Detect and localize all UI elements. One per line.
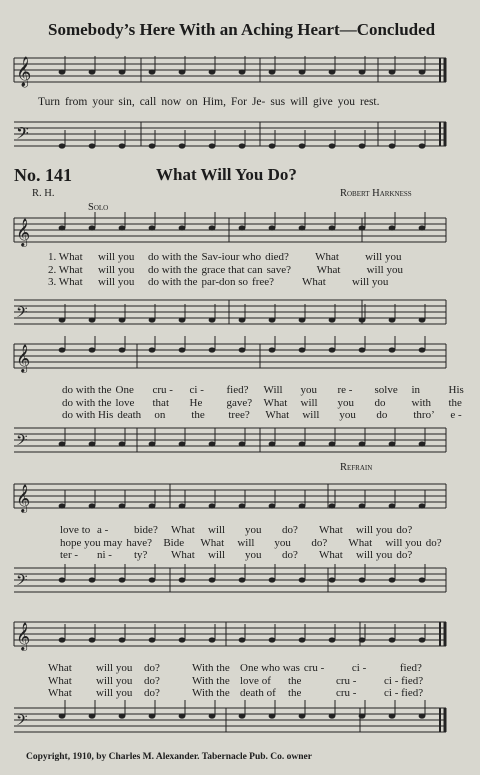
- lyric-syllable: will you: [96, 662, 133, 674]
- svg-text:𝄞: 𝄞: [16, 486, 31, 512]
- svg-text:𝄢: 𝄢: [16, 125, 29, 147]
- lyric-syllable: What: [319, 524, 343, 536]
- verse-line: [48, 687, 448, 700]
- system-3-treble: [0, 476, 480, 520]
- notehead: [209, 347, 216, 352]
- lyric-syllable: you: [245, 524, 262, 536]
- notehead: [359, 577, 366, 582]
- verse-line: [60, 524, 463, 537]
- notehead: [89, 441, 96, 446]
- notehead: [89, 503, 96, 508]
- notehead: [359, 69, 366, 74]
- notehead: [209, 143, 216, 148]
- lyric-syllable: ci - fied?: [384, 687, 424, 699]
- notehead: [239, 713, 246, 718]
- lyric-syllable: What: [171, 549, 195, 561]
- notehead: [149, 143, 156, 148]
- lyric-syllable: e -: [450, 409, 462, 421]
- notehead: [149, 225, 156, 230]
- notehead: [59, 503, 66, 508]
- notehead: [89, 577, 96, 582]
- notehead: [239, 503, 246, 508]
- notehead: [239, 69, 246, 74]
- lyric-syllable: will you: [96, 674, 133, 687]
- lyric-word: will: [290, 96, 308, 108]
- lyric-syllable: cru -: [152, 384, 173, 396]
- lyric-syllable: bide?: [134, 524, 158, 536]
- lyric-syllable: have?: [126, 536, 152, 549]
- continuation-title: Somebody’s Here With an Aching Heart—Concluded: [48, 20, 436, 39]
- notehead: [329, 143, 336, 148]
- notehead: [419, 637, 426, 642]
- notehead: [149, 347, 156, 352]
- notehead: [89, 317, 96, 322]
- notehead: [119, 637, 126, 642]
- lyric-syllable: thro’: [413, 409, 435, 421]
- notehead: [329, 503, 336, 508]
- notehead: [239, 441, 246, 446]
- notehead: [389, 347, 396, 352]
- lyric-syllable: will: [237, 536, 255, 549]
- notehead: [239, 225, 246, 230]
- notehead: [59, 713, 66, 718]
- lyric-syllable: What: [48, 662, 72, 674]
- lyric-word: Turn: [38, 96, 60, 108]
- lyric-word: on: [186, 96, 198, 108]
- notehead: [359, 441, 366, 446]
- notehead: [389, 577, 396, 582]
- lyric-word: sin,: [118, 96, 135, 108]
- notehead: [89, 69, 96, 74]
- notehead: [329, 637, 336, 642]
- lyric-syllable: you: [245, 549, 262, 561]
- system-1-treble: [0, 210, 480, 254]
- notehead: [59, 69, 66, 74]
- lyric-syllable: One who was: [240, 662, 300, 674]
- svg-text:𝄞: 𝄞: [16, 624, 31, 650]
- notehead: [329, 225, 336, 230]
- lyric-syllable: will you: [96, 687, 133, 699]
- notehead: [119, 317, 126, 322]
- lyric-syllable: His: [448, 384, 464, 396]
- notehead: [329, 317, 336, 322]
- notehead: [299, 503, 306, 508]
- notehead: [179, 347, 186, 352]
- verse-line: [48, 264, 417, 277]
- lyric-syllable: do?: [144, 662, 160, 674]
- notehead: [389, 143, 396, 148]
- lyric-syllable: With the: [192, 662, 230, 674]
- notehead: [209, 713, 216, 718]
- notehead: [329, 347, 336, 352]
- lyric-word: rest.: [360, 96, 380, 108]
- lyric-syllable: will you: [352, 276, 389, 288]
- notehead: [239, 317, 246, 322]
- notehead: [299, 69, 306, 74]
- lyric-syllable: will you: [98, 251, 135, 263]
- lyric-syllable: will: [208, 549, 226, 561]
- system-2-bass: [0, 420, 480, 464]
- notehead: [389, 225, 396, 230]
- lyric-syllable: cru -: [303, 662, 325, 674]
- notehead: [239, 577, 246, 582]
- lyric-syllable: do with the: [148, 276, 198, 288]
- notehead: [149, 713, 156, 718]
- notehead: [419, 347, 426, 352]
- verse-line: [48, 675, 448, 688]
- svg-text:𝄞: 𝄞: [16, 220, 31, 246]
- notehead: [59, 317, 66, 322]
- lyric-syllable: on: [154, 409, 166, 421]
- notehead: [359, 347, 366, 352]
- lyric-syllable: What: [316, 263, 341, 276]
- svg-text:𝄢: 𝄢: [16, 304, 28, 324]
- notehead: [269, 503, 276, 508]
- notehead: [299, 637, 306, 642]
- system-2-treble: [0, 336, 480, 380]
- notehead: [389, 69, 396, 74]
- system-4-treble: [0, 614, 480, 658]
- lyric-syllable: do with the: [148, 263, 198, 276]
- notehead: [359, 713, 366, 718]
- lyric-syllable: do with the: [148, 251, 198, 263]
- notehead: [89, 713, 96, 718]
- notehead: [209, 225, 216, 230]
- lyric-word: your: [92, 96, 114, 108]
- lyric-syllable: the: [288, 687, 302, 699]
- lyric-syllable: fied?: [399, 662, 422, 674]
- lyric-syllable: the: [288, 674, 302, 687]
- lyric-syllable: a -: [97, 524, 109, 536]
- notehead: [59, 143, 66, 148]
- notehead: [119, 69, 126, 74]
- lyric-syllable: will you: [365, 251, 402, 263]
- lyric-syllable: you: [337, 396, 354, 409]
- lyric-word: now: [161, 96, 182, 108]
- lyric-word: For: [230, 96, 247, 108]
- notehead: [419, 503, 426, 508]
- notehead: [179, 713, 186, 718]
- notehead: [269, 713, 276, 718]
- lyric-syllable: grace that can: [201, 263, 263, 276]
- lyric-syllable: What: [315, 251, 339, 263]
- verse-line: [60, 537, 463, 550]
- lyric-syllable: What: [265, 409, 290, 421]
- notehead: [149, 577, 156, 582]
- notehead: [389, 503, 396, 508]
- notehead: [419, 713, 426, 718]
- notehead: [239, 143, 246, 148]
- lyric-word: call: [139, 96, 157, 108]
- lyric-syllable: free?: [252, 276, 275, 288]
- lyric-syllable: the: [191, 409, 205, 421]
- lyric-syllable: ni -: [97, 549, 112, 561]
- notehead: [59, 441, 66, 446]
- notehead: [359, 317, 366, 322]
- notehead: [269, 317, 276, 322]
- lyric-syllable: 1. What: [48, 251, 83, 263]
- notehead: [89, 143, 96, 148]
- lyric-syllable: do?: [425, 536, 442, 549]
- notehead: [119, 503, 126, 508]
- lyric-syllable: death of: [240, 687, 276, 699]
- notehead: [119, 143, 126, 148]
- lyric-syllable: do: [374, 396, 386, 409]
- continuation-bass-staff: [0, 112, 480, 162]
- lyric-syllable: ci -: [351, 662, 367, 674]
- lyric-syllable: What: [263, 396, 288, 409]
- notehead: [179, 441, 186, 446]
- lyric-syllable: Sav-iour who: [201, 251, 262, 263]
- continuation-lyric: [38, 96, 385, 108]
- lyric-syllable: Bide: [163, 536, 185, 549]
- lyric-syllable: love to: [60, 524, 91, 536]
- lyric-syllable: gave?: [226, 396, 253, 409]
- lyric-syllable: you: [339, 409, 356, 421]
- notehead: [329, 577, 336, 582]
- notehead: [269, 577, 276, 582]
- lyric-syllable: cru -: [336, 687, 357, 699]
- notehead: [119, 347, 126, 352]
- system-2-lyrics: [62, 384, 480, 422]
- verse-line: [48, 276, 417, 289]
- refrain-label: Refrain: [340, 462, 373, 473]
- lyric-syllable: will you: [356, 549, 393, 561]
- lyric-syllable: ci -: [189, 384, 204, 396]
- notehead: [359, 225, 366, 230]
- notehead: [329, 69, 336, 74]
- lyric-syllable: One: [115, 384, 134, 396]
- lyric-syllable: will you: [366, 263, 403, 276]
- notehead: [209, 637, 216, 642]
- lyric-word: from: [64, 96, 88, 108]
- notehead: [269, 637, 276, 642]
- notehead: [209, 441, 216, 446]
- notehead: [179, 69, 186, 74]
- lyric-syllable: do: [376, 409, 388, 421]
- notehead: [119, 441, 126, 446]
- notehead: [149, 317, 156, 322]
- lyric-syllable: do?: [144, 674, 160, 687]
- lyric-syllable: tree?: [228, 409, 250, 421]
- notehead: [149, 503, 156, 508]
- notehead: [59, 637, 66, 642]
- lyric-syllable: par-don so: [201, 276, 249, 288]
- notehead: [149, 69, 156, 74]
- notehead: [419, 69, 426, 74]
- lyric-syllable: What: [48, 674, 72, 687]
- lyric-syllable: in: [411, 384, 421, 396]
- notehead: [119, 225, 126, 230]
- notehead: [269, 143, 276, 148]
- notehead: [299, 347, 306, 352]
- lyric-syllable: do?: [282, 524, 298, 536]
- lyric-syllable: do?: [282, 549, 298, 561]
- notehead: [179, 503, 186, 508]
- system-3-bass: [0, 560, 480, 604]
- notehead: [389, 713, 396, 718]
- system-3-lyrics: [60, 524, 463, 562]
- lyric-word: give: [312, 96, 333, 108]
- notehead: [419, 441, 426, 446]
- lyric-word: Je-: [251, 96, 266, 108]
- notehead: [239, 347, 246, 352]
- lyric-syllable: What: [302, 276, 326, 288]
- notehead: [209, 69, 216, 74]
- notehead: [299, 317, 306, 322]
- notehead: [269, 69, 276, 74]
- system-1-lyrics: [48, 251, 417, 289]
- notehead: [89, 637, 96, 642]
- notehead: [359, 143, 366, 148]
- notehead: [299, 441, 306, 446]
- lyricist-credit: R. H.: [32, 188, 55, 199]
- lyric-syllable: 3. What: [48, 276, 83, 288]
- notehead: [209, 503, 216, 508]
- notehead: [209, 577, 216, 582]
- lyric-syllable: ci - fied?: [384, 674, 424, 687]
- lyric-syllable: What: [348, 536, 373, 549]
- lyric-syllable: What: [48, 687, 72, 699]
- verse-line: [62, 384, 480, 397]
- lyric-syllable: will you: [98, 263, 135, 276]
- svg-text:𝄢: 𝄢: [16, 712, 28, 732]
- lyric-syllable: do?: [396, 549, 413, 561]
- lyric-syllable: What: [171, 524, 195, 536]
- verse-line: [48, 662, 448, 675]
- notehead: [389, 441, 396, 446]
- lyric-syllable: What: [319, 549, 343, 561]
- notehead: [269, 347, 276, 352]
- lyric-syllable: do?: [396, 524, 413, 536]
- notehead: [359, 503, 366, 508]
- lyric-syllable: love of: [240, 674, 271, 687]
- notehead: [299, 713, 306, 718]
- notehead: [329, 441, 336, 446]
- lyric-syllable: do?: [144, 687, 160, 699]
- notehead: [269, 441, 276, 446]
- lyric-word: Him,: [202, 96, 226, 108]
- lyric-syllable: ty?: [134, 549, 148, 561]
- svg-text:𝄢: 𝄢: [16, 572, 28, 592]
- notehead: [299, 225, 306, 230]
- notehead: [89, 225, 96, 230]
- notehead: [299, 577, 306, 582]
- verse-line: [48, 251, 417, 264]
- lyric-syllable: will: [208, 524, 226, 536]
- lyric-syllable: He: [189, 396, 203, 409]
- svg-text:𝄞: 𝄞: [16, 57, 32, 86]
- lyric-syllable: ter -: [60, 549, 79, 561]
- lyric-syllable: fied?: [226, 384, 249, 396]
- lyric-syllable: re -: [337, 384, 353, 396]
- lyric-syllable: died?: [265, 251, 289, 263]
- lyric-syllable: you: [300, 384, 317, 396]
- notehead: [59, 577, 66, 582]
- notehead: [419, 225, 426, 230]
- lyric-word: sus: [270, 96, 286, 108]
- solo-label: Solo: [88, 202, 109, 213]
- lyric-syllable: that: [152, 396, 169, 409]
- notehead: [179, 143, 186, 148]
- notehead: [269, 225, 276, 230]
- system-4-bass: [0, 700, 480, 744]
- lyric-syllable: hope you may: [60, 536, 123, 549]
- lyric-syllable: With the: [192, 687, 230, 699]
- notehead: [89, 347, 96, 352]
- lyric-syllable: will: [302, 409, 320, 421]
- lyric-syllable: What: [200, 536, 225, 549]
- hymn-title: What Will You Do?: [156, 165, 297, 184]
- notehead: [329, 713, 336, 718]
- notehead: [419, 317, 426, 322]
- lyric-syllable: save?: [266, 263, 292, 276]
- notehead: [149, 441, 156, 446]
- notehead: [419, 577, 426, 582]
- copyright-notice: Copyright, 1910, by Charles M. Alexander. Tabernacle Pub. Co. owner: [26, 752, 312, 762]
- hymn-number: No. 141: [14, 165, 72, 185]
- lyric-syllable: love: [115, 396, 135, 409]
- notehead: [359, 637, 366, 642]
- lyric-syllable: 2. What: [48, 263, 83, 276]
- svg-text:𝄢: 𝄢: [16, 432, 28, 452]
- lyric-syllable: you: [274, 536, 291, 549]
- notehead: [389, 317, 396, 322]
- notehead: [209, 317, 216, 322]
- composer-credit: Robert Harkness: [340, 188, 412, 199]
- lyric-syllable: solve: [374, 384, 398, 396]
- notehead: [239, 637, 246, 642]
- lyric-word: you: [337, 96, 356, 108]
- notehead: [299, 143, 306, 148]
- notehead: [59, 225, 66, 230]
- notehead: [179, 577, 186, 582]
- lyric-syllable: will you: [98, 276, 135, 288]
- notehead: [179, 637, 186, 642]
- verse-line: [62, 397, 480, 410]
- notehead: [179, 225, 186, 230]
- notehead: [59, 347, 66, 352]
- notehead: [179, 317, 186, 322]
- notehead: [149, 637, 156, 642]
- lyric-syllable: do with the: [62, 396, 112, 409]
- lyric-syllable: will you: [356, 524, 393, 536]
- lyric-syllable: do with the: [62, 384, 112, 396]
- lyric-syllable: cru -: [336, 674, 357, 687]
- lyric-syllable: the: [448, 396, 462, 409]
- notehead: [389, 637, 396, 642]
- lyric-syllable: death: [117, 409, 142, 421]
- lyric-syllable: do with His: [62, 409, 114, 421]
- notehead: [419, 143, 426, 148]
- lyric-syllable: will: [300, 396, 318, 409]
- notehead: [119, 577, 126, 582]
- lyric-syllable: do?: [311, 536, 328, 549]
- lyric-syllable: with: [411, 396, 432, 409]
- system-4-lyrics: [48, 662, 448, 700]
- lyric-syllable: will you: [385, 536, 422, 549]
- lyric-syllable: Will: [263, 384, 283, 396]
- lyric-syllable: With the: [192, 674, 230, 687]
- system-1-bass: [0, 292, 480, 336]
- svg-text:𝄞: 𝄞: [16, 346, 31, 372]
- notehead: [119, 713, 126, 718]
